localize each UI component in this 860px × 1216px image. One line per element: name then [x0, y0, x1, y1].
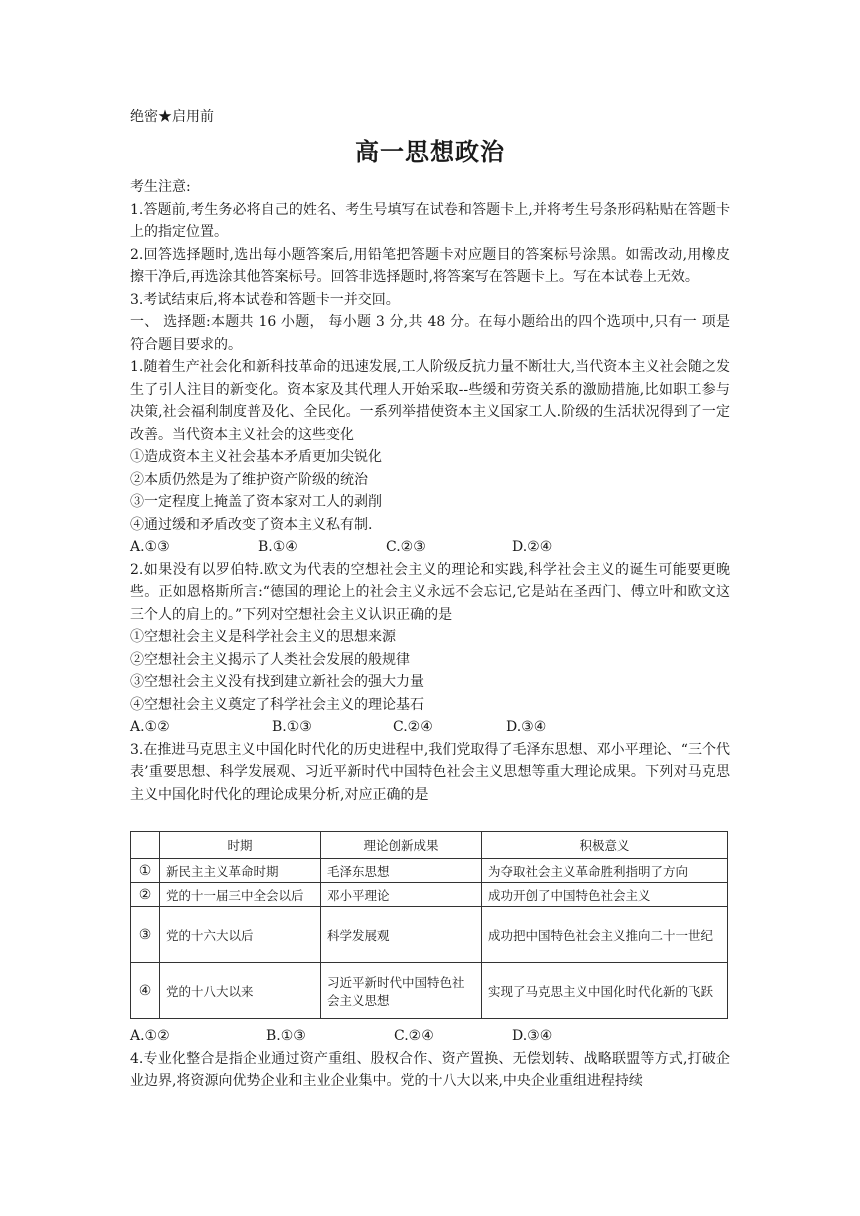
- option-b: B.①④: [258, 539, 298, 555]
- table-cell: 毛泽东思想: [321, 859, 482, 883]
- table-cell: 邓小平理论: [321, 883, 482, 907]
- table-cell: 党的十八大以来: [160, 963, 321, 1019]
- notice-item: 1.答题前,考生务必将自己的姓名、考生号填写在试卷和答题卡上,并将考生号条形码粘贴在答题卡上的指定位置。: [130, 201, 730, 240]
- question-1-item: ③一定程度上掩盖了资本家对工人的剥削: [130, 494, 382, 510]
- row-number: ②: [131, 883, 160, 907]
- question-3-stem: 3.在推进马克思主义中国化时代化的历史进程中,我们党取得了毛泽东思想、邓小平理论、“三个代表’重要思想、科学发展观、习近平新时代中国特色社会主义思想等重大理论成果。下列对马克思主义中国化时代化的理论成果分析,对应正确的是: [130, 741, 730, 803]
- question-2-item: ④空想社会主义奠定了科学社会主义的理论基石: [130, 696, 424, 713]
- option-b: B.①③: [266, 1028, 306, 1044]
- question-2-options: [130, 716, 730, 739]
- option-d: D.③④: [506, 719, 547, 735]
- notice-heading: 考生注意:: [130, 179, 191, 195]
- option-a: A.①②: [130, 1028, 170, 1044]
- table-header-cell: 理论创新成果: [321, 832, 482, 859]
- table-header-row: [131, 832, 728, 859]
- notice-item: 2.回答选择题时,选出每小题答案后,用铅笔把答题卡对应题目的答案标号涂黑。如需改动,用橡皮擦干净后,再选涂其他答案标号。回答非选择题时,将答案写在答题卡上。写在本试卷上无效。: [130, 246, 730, 285]
- question-2-item: ②空想社会主义揭示了人类社会发展的般规律: [130, 651, 410, 668]
- table-cell: 新民主主义革命时期: [160, 859, 321, 883]
- table-cell: 实现了马克思主义中国化时代化新的飞跃: [482, 963, 728, 1019]
- question-1-item: ②本质仍然是为了维护资产阶级的统治: [130, 471, 368, 488]
- question-3-options: [130, 1025, 730, 1048]
- page-title: 高一思想政治: [355, 137, 505, 166]
- after-table-text: [130, 1025, 730, 1093]
- option-c: C.②④: [393, 719, 433, 735]
- secret-label: 绝密★启用前: [130, 109, 214, 125]
- exam-body: [130, 176, 730, 806]
- option-d: D.②④: [512, 539, 553, 555]
- table-row: [131, 859, 728, 883]
- question-1-item: ④通过缓和矛盾改变了资本主义私有制.: [130, 516, 373, 533]
- table-header-cell: [131, 832, 160, 859]
- table-header-cell: 时期: [160, 832, 321, 859]
- question-2-stem: 2.如果没有以罗伯特.欧文为代表的空想社会主义的理论和实践,科学社会主义的诞生可能要更晚些。正如恩格斯所言:“德国的理论上的社会主义永远不会忘记,它是站在圣西门、傅立叶和欧文这三个人的肩上的。”下列对空想社会主义认识正确的是: [130, 561, 730, 623]
- table-cell: 党的十六大以后: [160, 907, 321, 963]
- table-row: [131, 883, 728, 907]
- question-1-stem: 1.随着生产社会化和新科技革命的迅速发展,工人阶级反抗力量不断壮大,当代资本主义社会随之发生了引人注目的新变化。资本家及其代理人开始采取--些缓和劳资关系的激励措施,比如职工参与决策,社会福利制度普及化、全民化。一系列举措使资本主义国家工人.阶级的生活状况得到了一定改善。当代资本主义社会的这些变化: [130, 359, 730, 443]
- option-b: B.①③: [272, 719, 312, 735]
- table-cell: 成功把中国特色社会主义推向二十一世纪: [482, 907, 728, 963]
- option-c: C.②③: [386, 539, 426, 555]
- table-cell: 为夺取社会主义革命胜利指明了方向: [482, 859, 728, 883]
- option-a: A.①②: [130, 719, 170, 735]
- section-heading: 一、 选择题:本题共 16 小题， 每小题 3 分,共 48 分。在每小题给出的四个选项中,只有一 项是符合题目要求的。: [130, 314, 730, 353]
- table-row: [131, 963, 728, 1019]
- table-cell: 党的十一届三中全会以后: [160, 883, 321, 907]
- option-a: A.①③: [130, 539, 170, 555]
- question-2-item: ①空想社会主义是科学社会主义的思想来源: [130, 629, 396, 645]
- table-cell: 成功开创了中国特色社会主义: [482, 883, 728, 907]
- option-c: C.②④: [394, 1028, 434, 1044]
- question-2-item: ③空想社会主义没有找到建立新社会的强大力量: [130, 674, 424, 690]
- question-3-table: [130, 831, 728, 1019]
- notice-item: 3.考试结束后,将本试卷和答题卡一并交回。: [130, 291, 400, 308]
- table-cell: 习近平新时代中国特色社会主义思想: [321, 963, 482, 1019]
- question-4-stem: 4.专业化整合是指企业通过资产重组、股权合作、资产置换、无偿划转、战略联盟等方式,打破企业边界,将资源向优势企业和主业企业集中。党的十八大以来,中央企业重组进程持续: [130, 1050, 730, 1089]
- option-d: D.③④: [512, 1028, 553, 1044]
- row-number: ①: [131, 859, 160, 883]
- table-cell: 科学发展观: [321, 907, 482, 963]
- table-header-cell: 积极意义: [482, 832, 728, 859]
- row-number: ③: [131, 907, 160, 963]
- table-row: [131, 907, 728, 963]
- question-1-item: ①造成资本主义社会基本矛盾更加尖锐化: [130, 449, 382, 465]
- question-1-options: [130, 536, 730, 559]
- row-number: ④: [131, 963, 160, 1019]
